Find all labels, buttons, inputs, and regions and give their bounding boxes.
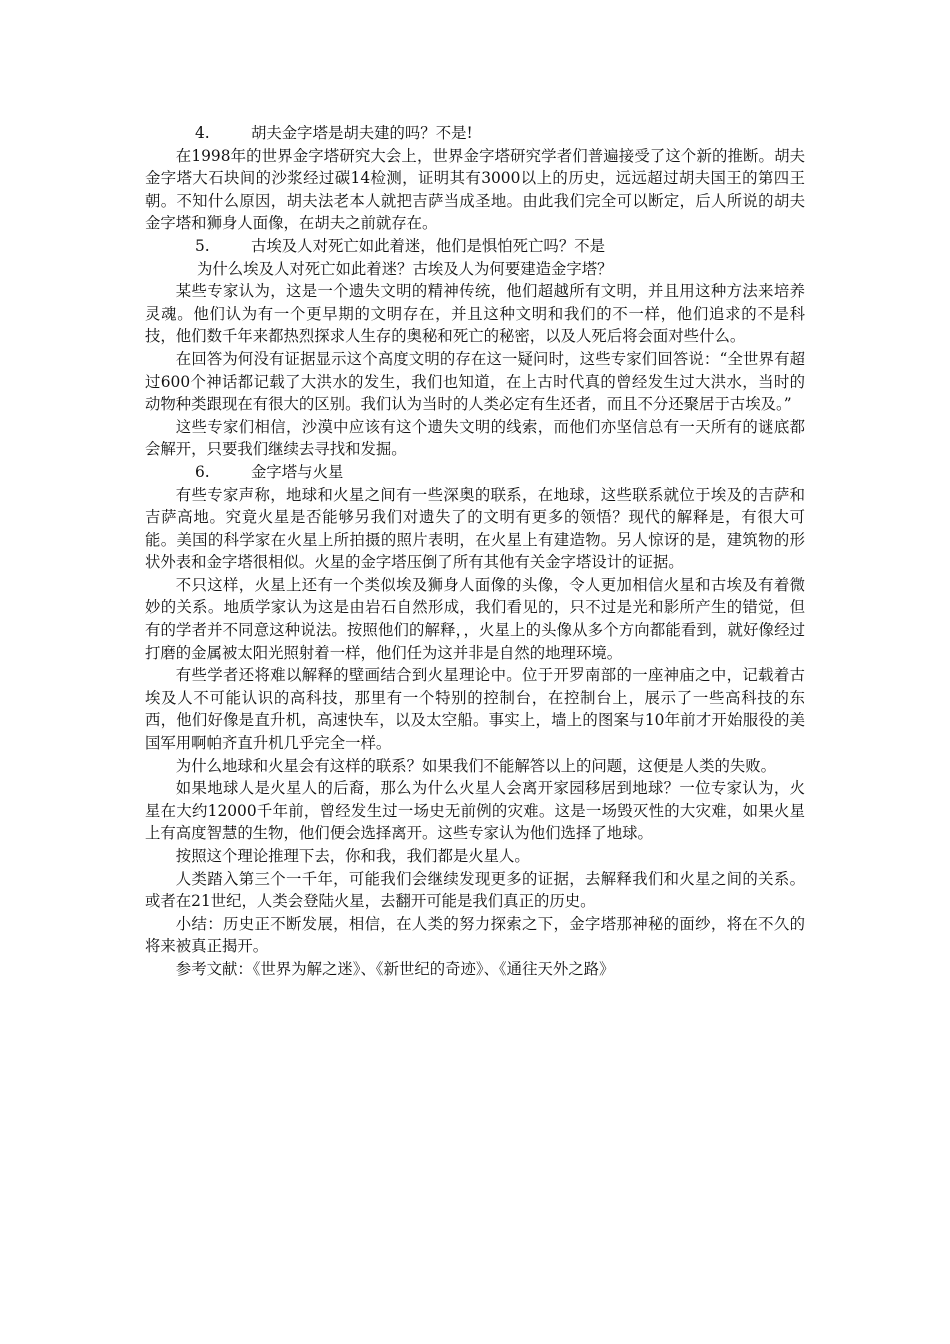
paragraph: 在1998年的世界金字塔研究大会上，世界金字塔研究学者们普遍接受了这个新的推断。胡夫金字塔大石块间的沙浆经过碳14检测，证明其有3000以上的历史，远远超过胡夫国王的第四王朝。不知什么原因，胡夫法老本人就把吉萨当成圣地。由此我们完全可以断定，后人所说的胡夫金字塔和狮身人面像，在胡夫之前就存在。 xyxy=(145,146,805,233)
paragraph: 这些专家们相信，沙漠中应该有这个遗失文明的线索，而他们亦坚信总有一天所有的谜底都会解开，只要我们继续去寻找和发掘。 xyxy=(145,417,805,459)
paragraph: 为什么地球和火星会有这样的联系？如果我们不能解答以上的问题，这便是人类的失败。 xyxy=(175,756,777,775)
paragraph: 有些学者还将难以解释的壁画结合到火星理论中。位于开罗南部的一座神庙之中，记载着古埃及人不可能认识的高科技，那里有一个特别的控制台，在控制台上，展示了一些高科技的东西，他们好像是直升机，高速快车，以及太空船。事实上，墙上的图案与10年前才开始服役的美国军用啊帕齐直升机几乎完全一样。 xyxy=(145,666,805,753)
section-heading-4 xyxy=(145,122,805,145)
section-heading-6 xyxy=(145,461,805,484)
heading-number: 5. xyxy=(195,236,210,255)
heading-number: 6. xyxy=(195,462,210,481)
heading-number: 4. xyxy=(195,124,210,142)
heading-title: 金字塔与火星 xyxy=(251,462,344,481)
paragraph: 不只这样，火星上还有一个类似埃及狮身人面像的头像，令人更加相信火星和古埃及有着微妙的关系。地质学家认为这是由岩石自然形成，我们看见的，只不过是光和影所产生的错觉，但有的学者并不同意这种说法。按照他们的解释，，火星上的头像从多个方向都能看到，就好像经过打磨的金属被太阳光照射着一样，他们任为这并非是自然的地理环境。 xyxy=(145,575,805,662)
heading-title: 胡夫金字塔是胡夫建的吗？不是! xyxy=(251,124,473,142)
summary-paragraph: 小结：历史正不断发展，相信，在人类的努力探索之下，金字塔那神秘的面纱，将在不久的将来被真正揭开。 xyxy=(145,914,805,956)
references-paragraph: 参考文献：《世界为解之迷》、《新世纪的奇迹》、《通往天外之路》 xyxy=(175,959,615,978)
paragraph: 某些专家认为，这是一个遗失文明的精神传统，他们超越所有文明，并且用这种方法来培养灵魂。他们认为有一个更早期的文明存在，并且这种文明和我们的不一样，他们追求的不是科技，他们数千年来都热烈探求人生存的奥秘和死亡的秘密，以及人死后将会面对些什么。 xyxy=(145,282,805,346)
paragraph: 在回答为何没有证据显示这个高度文明的存在这一疑问时，这些专家们回答说：“全世界有超过600个神话都记载了大洪水的发生，我们也知道，在上古时代真的曾经发生过大洪水，当时的动物种类跟现在有很大的区别。我们认为当时的人类必定有生还者，而且不分还聚居于古埃及。” xyxy=(145,349,805,414)
paragraph: 按照这个理论推理下去，你和我，我们都是火星人。 xyxy=(175,847,530,865)
sub-question: 为什么埃及人对死亡如此着迷？古埃及人为何要建造金字塔？ xyxy=(197,259,613,278)
section-heading-5 xyxy=(145,235,805,258)
paragraph: 如果地球人是火星人的后裔，那么为什么火星人会离开家园移居到地球？一位专家认为，火星在大约12000千年前，曾经发生过一场史无前例的灾难。这是一场毁灭性的大灾难，如果火星上有高度智慧的生物，他们便会选择离开。这些专家认为他们选择了地球。 xyxy=(145,779,805,843)
document-page xyxy=(145,122,805,981)
paragraph: 有些专家声称，地球和火星之间有一些深奥的联系，在地球，这些联系就位于埃及的吉萨和吉萨高地。究竟火星是否能够另我们对遗失了的文明有更多的领悟？现代的解释是，有很大可能。美国的科学家在火星上所拍摄的照片表明，在火星上有建造物。另人惊讶的是，建筑物的形状外表和金字塔很相似。火星的金字塔压倒了所有其他有关金字塔设计的证据。 xyxy=(145,485,805,572)
heading-title: 古埃及人对死亡如此着迷，他们是惧怕死亡吗？不是 xyxy=(251,236,605,255)
paragraph: 人类踏入第三个一千年，可能我们会继续发现更多的证据，去解释我们和火星之间的关系。或者在21世纪，人类会登陆火星，去翻开可能是我们真正的历史。 xyxy=(145,869,805,911)
